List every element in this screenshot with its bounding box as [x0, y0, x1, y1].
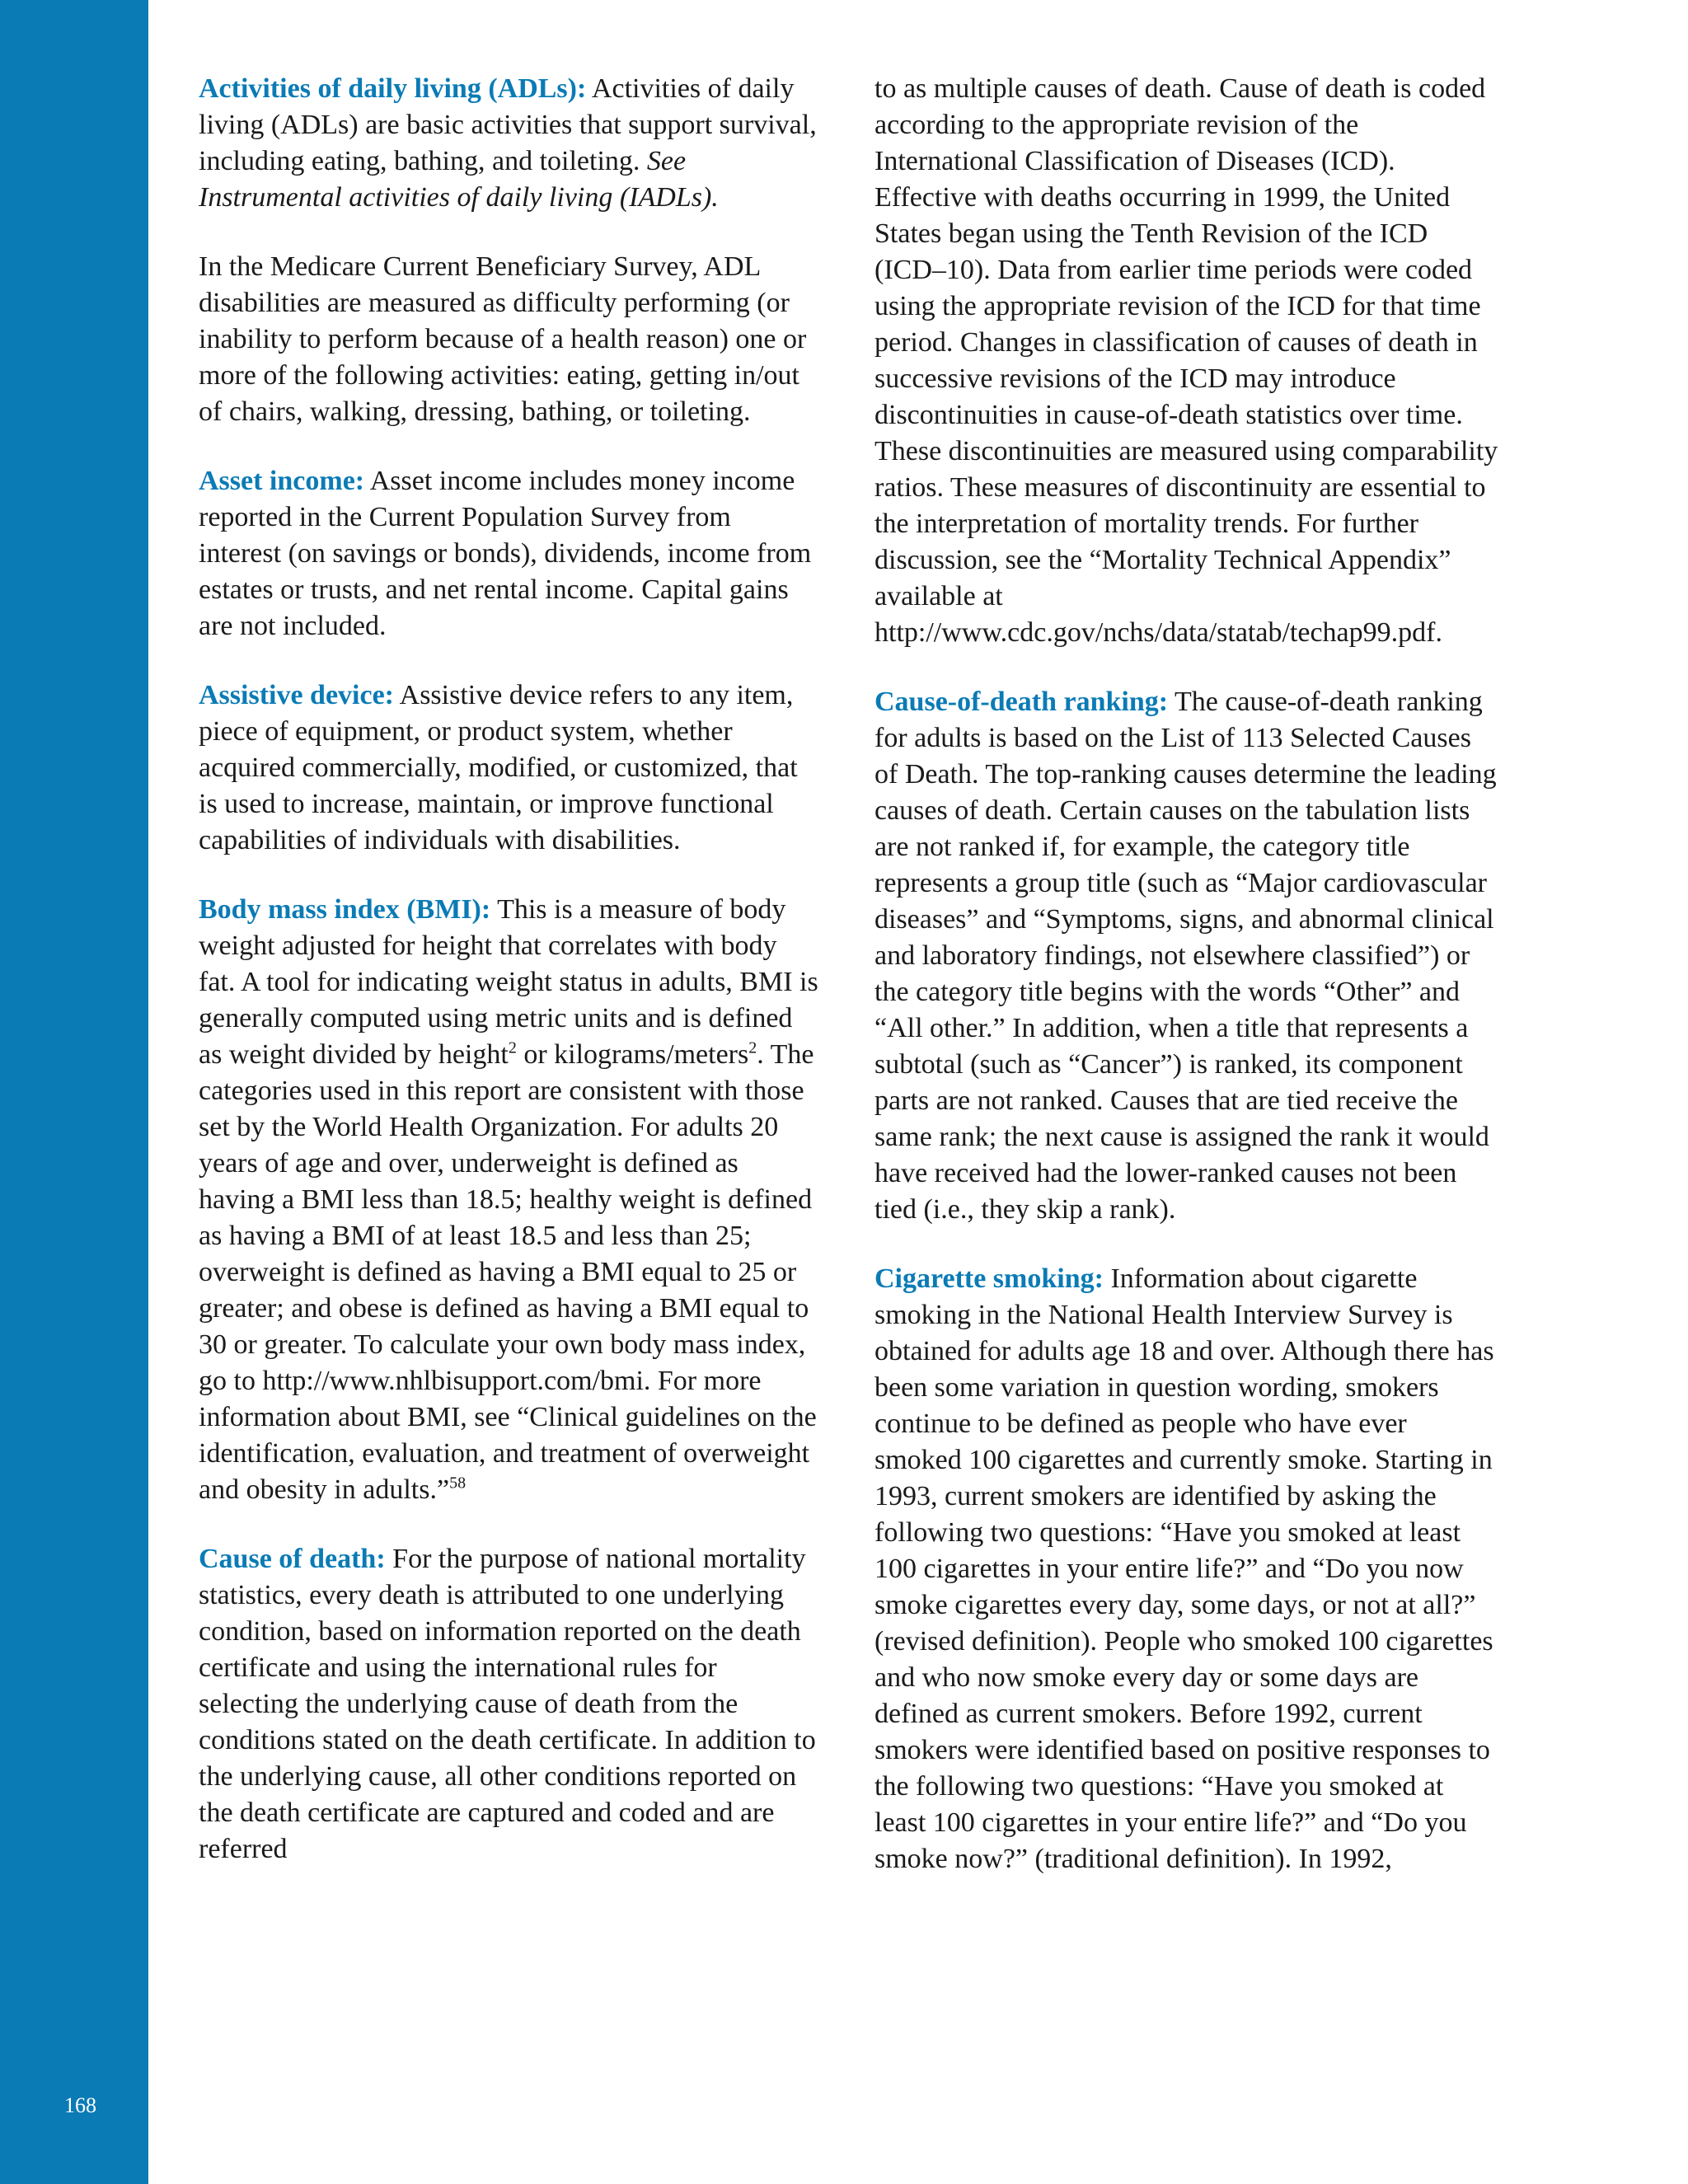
entry-cause-of-death-continued	[874, 71, 1501, 651]
footnote-ref: 58	[449, 1474, 467, 1493]
sidebar-bar	[0, 0, 148, 2184]
definition-cigarette-smoking: Information about cigarette smoking in the National Health Interview Survey is obtained for adults age 18 and over. Although there has been some variation in question wording, smokers continue to be defined as people who have ever smoked 100 cigarettes and currently smoke. Starting in 1993, current smokers are identified by asking the following two questions: “Have you smoked at least 100 cigarettes in your entire life?” and “Do you now smoke cigarettes every day, some days, or not at all?” (revised definition). People who smoked 100 cigarettes and who now smoke every day or some days are defined as current smokers. Before 1992, current smokers were identified based on positive responses to the following two questions: “Have you smoked at least 100 cigarettes in your entire life?” and “Do you smoke now?” (traditional definition). In 1992,	[874, 1263, 1494, 1874]
definition-adl-mcbs: In the Medicare Current Beneficiary Survey, ADL disabilities are measured as difficulty performing (or inability to perform because of a health reason) one or more of the following activities: eating, getting in/out of chairs, walking, dressing, bathing, or toileting.	[199, 251, 807, 427]
entry-bmi	[199, 892, 818, 1508]
superscript-squared: 2	[748, 1038, 757, 1057]
entry-asset-income	[199, 463, 818, 644]
definition-bmi-part1: This is a measure of body weight adjusted for height that correlates with body fat. A tool for indicating weight status in adults, BMI is generally computed using metric units and is defined as weight divided by height	[199, 894, 818, 1070]
entry-cod-ranking	[874, 684, 1501, 1228]
term-assistive-device: Assistive device:	[199, 680, 395, 710]
entry-adl-mcbs	[199, 249, 818, 430]
term-cod-ranking: Cause-of-death ranking:	[874, 687, 1169, 717]
term-adl: Activities of daily living (ADLs):	[199, 73, 587, 104]
definition-bmi-part2: or kilograms/meters	[516, 1039, 749, 1070]
definition-bmi-part3: . The categories used in this report are consistent with those set by the World Health Organization. For adults 20 years of age and over, underweight is defined as having a BMI less than 18.5; healthy weight is defined as having a BMI of at least 18.5 and less than 25; overweight is defined as having a BMI equal to 25 or greater; and obese is defined as having a BMI equal to 30 or greater. To calculate your own body mass index, go to http://www.nhlbisupport.com/bmi. For more information about BMI, see “Clinical guidelines on the identification, evaluation, and treatment of overweight and obesity in adults.”	[199, 1039, 817, 1505]
definition-cod-ranking: The cause-of-death ranking for adults is based on the List of 113 Selected Causes of Death. The top-ranking causes determine the leading causes of death. Certain causes on the tabulation lists are not ranked if, for example, the category title represents a group title (such as “Major cardiovascular diseases” and “Symptoms, signs, and abnormal clinical and laboratory findings, not elsewhere classified”) or the category title begins with the words “Other” and “All other.” In addition, when a title that represents a subtotal (such as “Cancer”) is ranked, its component parts are not ranked. Causes that are tied receive the same rank; the next cause is assigned the rank it would have received had the lower-ranked causes not been tied (i.e., they skip a rank).	[874, 687, 1497, 1225]
entry-assistive-device	[199, 677, 818, 859]
definition-cause-of-death-continued: to as multiple causes of death. Cause of death is coded according to the appropriate revision of the International Classification of Diseases (ICD). Effective with deaths occurring in 1999, the United States began using the Tenth Revision of the ICD (ICD–10). Data from earlier time periods were coded using the appropriate revision of the ICD for that time period. Changes in classification of causes of death in successive revisions of the ICD may introduce discontinuities in cause-of-death statistics over time. These discontinuities are measured using comparability ratios. These measures of discontinuity are essential to the interpretation of mortality trends. For further discussion, see the “Mortality Technical Appendix” available at http://www.cdc.gov/nchs/data/statab/techap99.pdf.	[874, 73, 1498, 648]
entry-cigarette-smoking	[874, 1261, 1501, 1877]
see-also-iadl: See Instrumental activities of daily living (IADLs).	[199, 146, 719, 213]
term-asset-income: Asset income:	[199, 466, 365, 496]
superscript-squared: 2	[508, 1038, 517, 1057]
page-number: 168	[64, 2093, 96, 2117]
term-bmi: Body mass index (BMI):	[199, 894, 491, 925]
term-cigarette-smoking: Cigarette smoking:	[874, 1263, 1104, 1294]
left-column	[199, 71, 818, 1900]
entry-cause-of-death	[199, 1541, 818, 1868]
definition-asset-income: Asset income includes money income reported in the Current Population Survey from interest (on savings or bonds), dividends, income from estates or trusts, and net rental income. Capital gains are not included.	[199, 466, 812, 641]
entry-adl	[199, 71, 818, 216]
definition-adl: Activities of daily living (ADLs) are basic activities that support survival, including eating, bathing, and toileting.	[199, 73, 817, 176]
term-cause-of-death: Cause of death:	[199, 1544, 386, 1574]
definition-assistive-device: Assistive device refers to any item, piece of equipment, or product system, whether acquired commercially, modified, or customized, that is used to increase, maintain, or improve functional capabilities of individuals with disabilities.	[199, 680, 798, 855]
definition-cause-of-death: For the purpose of national mortality statistics, every death is attributed to one underlying condition, based on information reported on the death certificate and using the international rules for selecting the underlying cause of death from the conditions stated on the death certificate. In addition to the underlying cause, all other conditions reported on the death certificate are captured and coded and are referred	[199, 1544, 816, 1864]
right-column	[874, 71, 1501, 1910]
